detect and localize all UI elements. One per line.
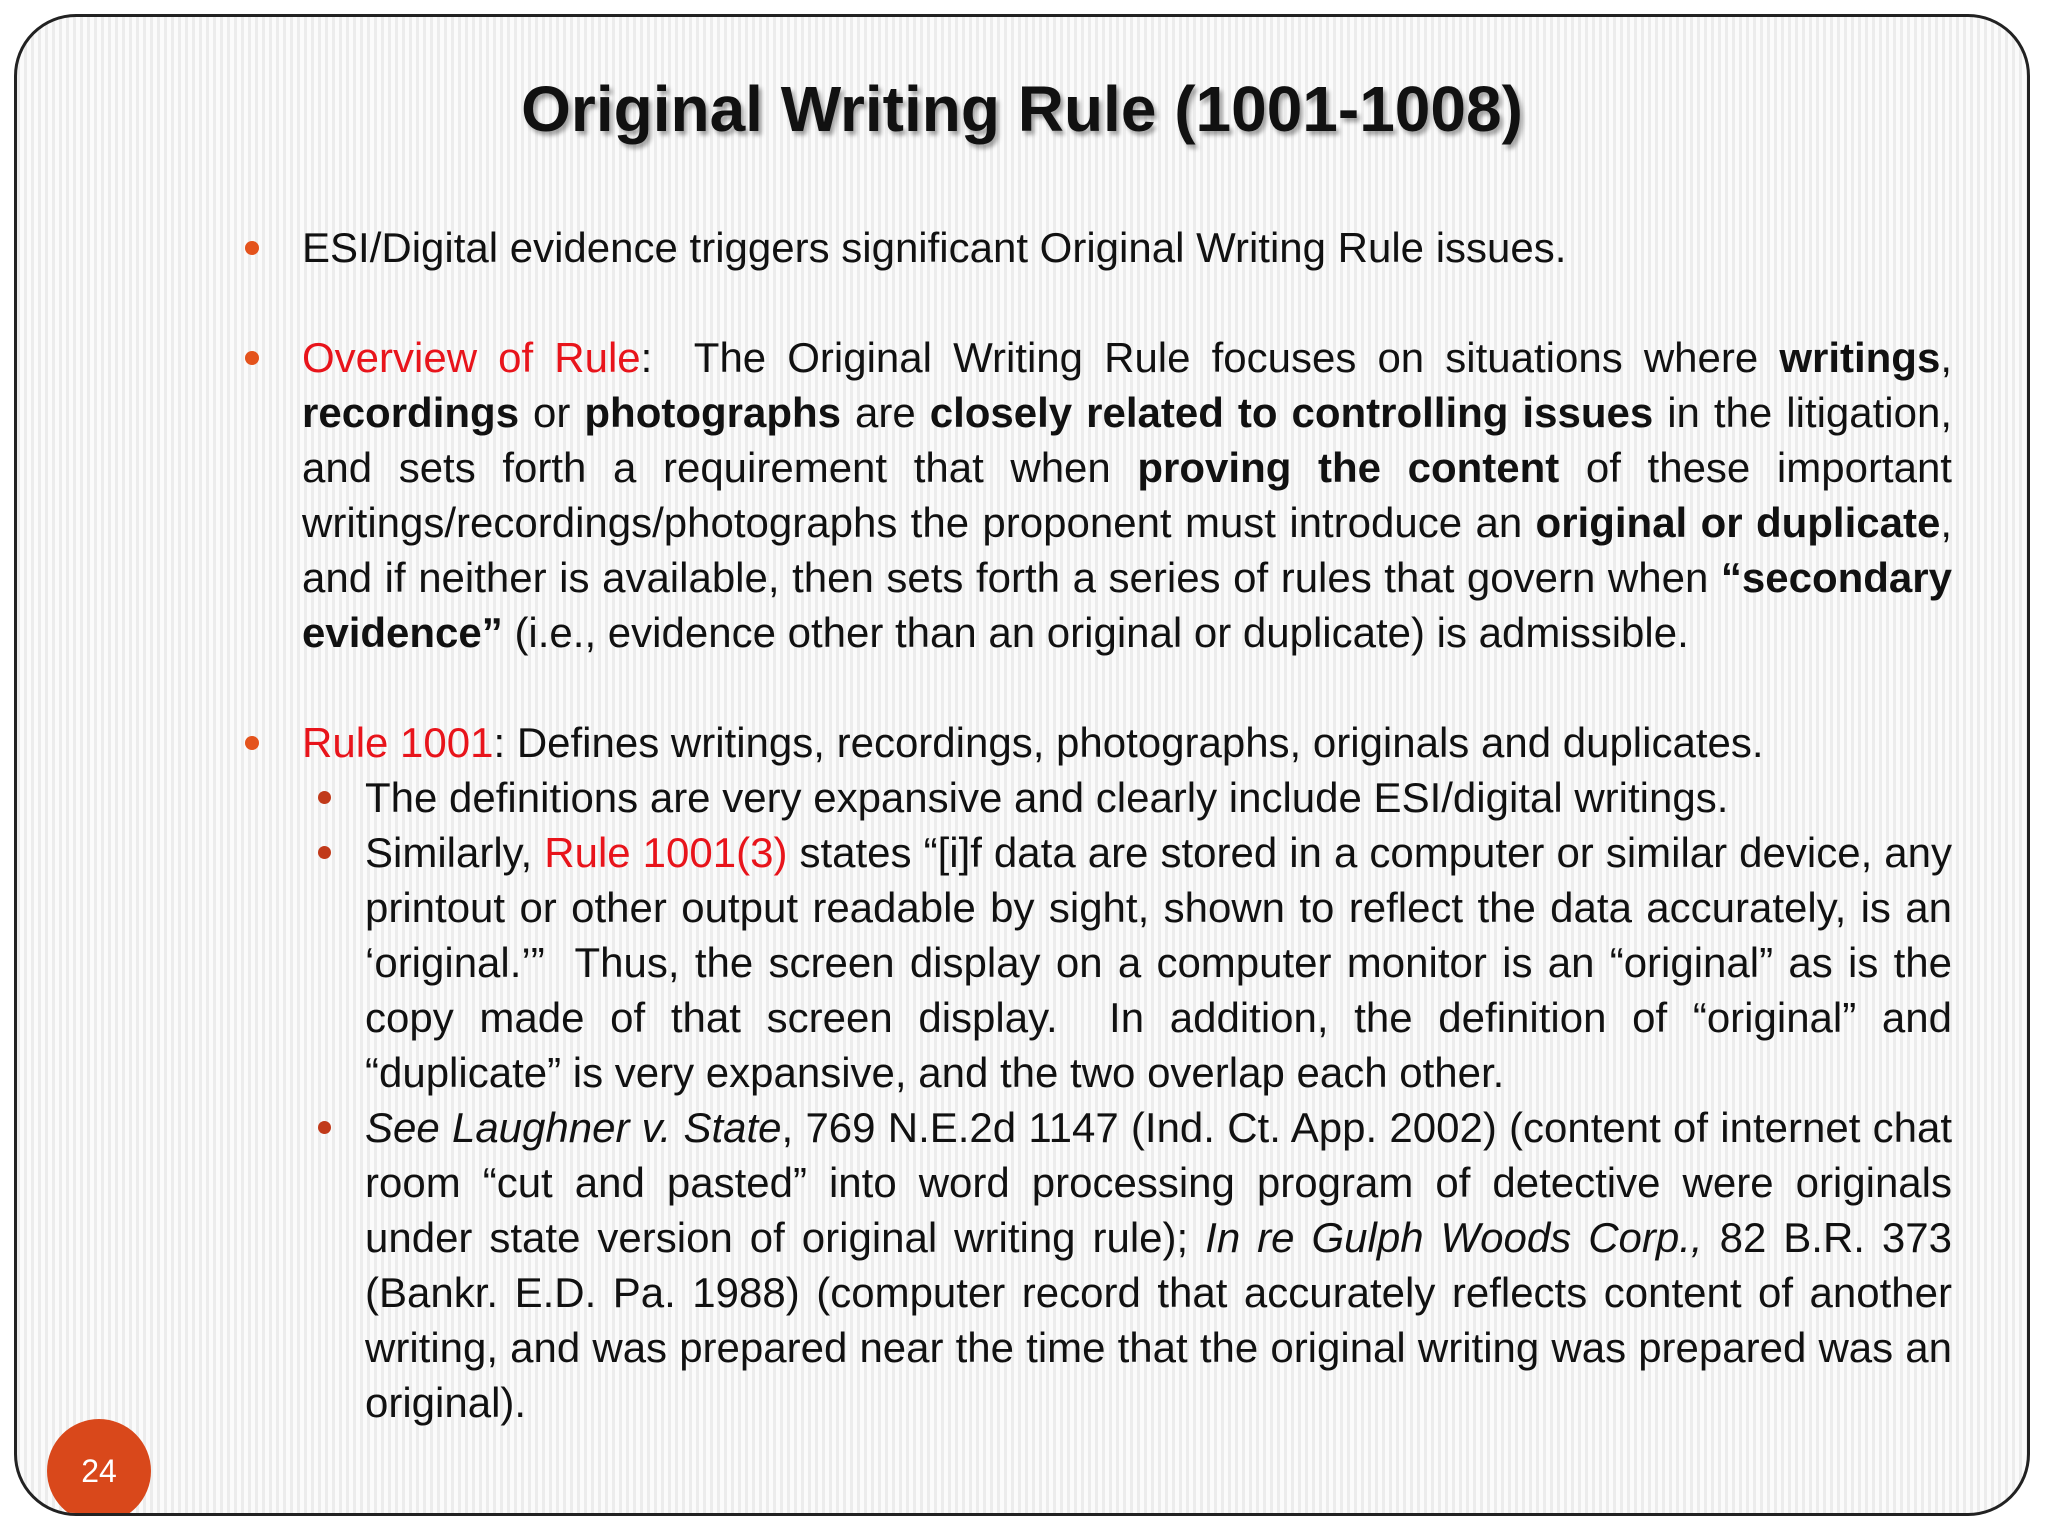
bullet-dot-icon xyxy=(318,791,331,804)
overview-text: (i.e., evidence other than an original or duplicate) is admissible. xyxy=(502,609,1689,656)
keyword-original-or-duplicate: original or duplicate xyxy=(1535,499,1941,546)
overview-label: Overview of Rule xyxy=(302,334,641,381)
rule-1001-text: : Defines writings, recordings, photographs, originals and duplicates. xyxy=(493,719,1764,766)
case-gulph-woods: In re Gulph Woods Corp., xyxy=(1205,1214,1703,1261)
overview-text: in the litigation, and sets forth a requirement that when xyxy=(302,389,1953,491)
overview-text: , and if neither is available, then sets forth a series of rules that govern when xyxy=(302,499,1952,601)
overview-text: of these important writings/recordings/photographs the proponent must introduce an xyxy=(302,444,1952,546)
rule-1001-label: Rule 1001 xyxy=(302,719,494,766)
keyword-secondary-evidence: “secondary evidence” xyxy=(302,554,1952,656)
subbullet-rule-1001-3 xyxy=(217,825,1964,1100)
overview-text: or xyxy=(519,389,585,436)
subbullet-text: The definitions are very expansive and clearly include ESI/digital writings. xyxy=(365,774,1729,821)
bullet-dot-icon xyxy=(245,241,259,255)
subbullet-text: Similarly, xyxy=(365,829,545,876)
bullet-dot-icon xyxy=(245,351,259,365)
keyword-photographs: photographs xyxy=(584,389,842,436)
bullet-dot-icon xyxy=(245,736,259,750)
overview-colon: : xyxy=(640,334,653,381)
bullet-esi-digital xyxy=(217,220,1952,275)
slide-title: Original Writing Rule (1001-1008) xyxy=(521,73,1523,145)
subbullet-definitions xyxy=(217,770,1952,825)
keyword-recordings: recordings xyxy=(302,389,520,436)
slide xyxy=(14,14,2030,1516)
bullet-text: ESI/Digital evidence triggers significant Original Writing Rule issues. xyxy=(302,224,1567,271)
bullet-dot-icon xyxy=(318,846,331,859)
rule-1001-3-label: Rule 1001(3) xyxy=(544,829,788,876)
keyword-closely-related: closely related to controlling issues xyxy=(929,389,1654,436)
bullet-rule-1001 xyxy=(217,715,1952,770)
subbullet-text: 82 B.R. 373 (Bankr. E.D. Pa. 1988) (computer record that accurately reflects content of another writing, and was prepared near the time that the original writing was prepared was an original). xyxy=(365,1214,1953,1426)
subbullet-text: , 769 N.E.2d 1147 (Ind. Ct. App. 2002) (content of internet chat room “cut and pasted” into word processing program of detective were originals under state version of original writing rule); xyxy=(365,1104,1952,1261)
keyword-writings: writings xyxy=(1779,334,1941,381)
slide-content xyxy=(217,220,1964,1430)
subbullet-text: states “[i]f data are stored in a computer or similar device, any printout or other output readable by sight, shown to reflect the data accurately, is an ‘original.’” Thus, the screen display on a computer monitor is an “original” as is the copy made of that screen display. In addition, the definition of “original” and “duplicate” is very expansive, and the two overlap each other. xyxy=(365,829,1964,1096)
overview-text: The Original Writing Rule focuses on situations where xyxy=(652,334,1780,381)
keyword-proving-content: proving the content xyxy=(1137,444,1560,491)
overview-text: , xyxy=(1940,334,1952,381)
case-laughner: See Laughner v. State xyxy=(365,1104,782,1151)
bullet-overview-of-rule xyxy=(217,330,1952,660)
page-number-badge: 24 xyxy=(47,1419,151,1516)
bullet-dot-icon xyxy=(318,1121,331,1134)
overview-text: are xyxy=(841,389,930,436)
subbullet-case-citations xyxy=(217,1100,1952,1430)
